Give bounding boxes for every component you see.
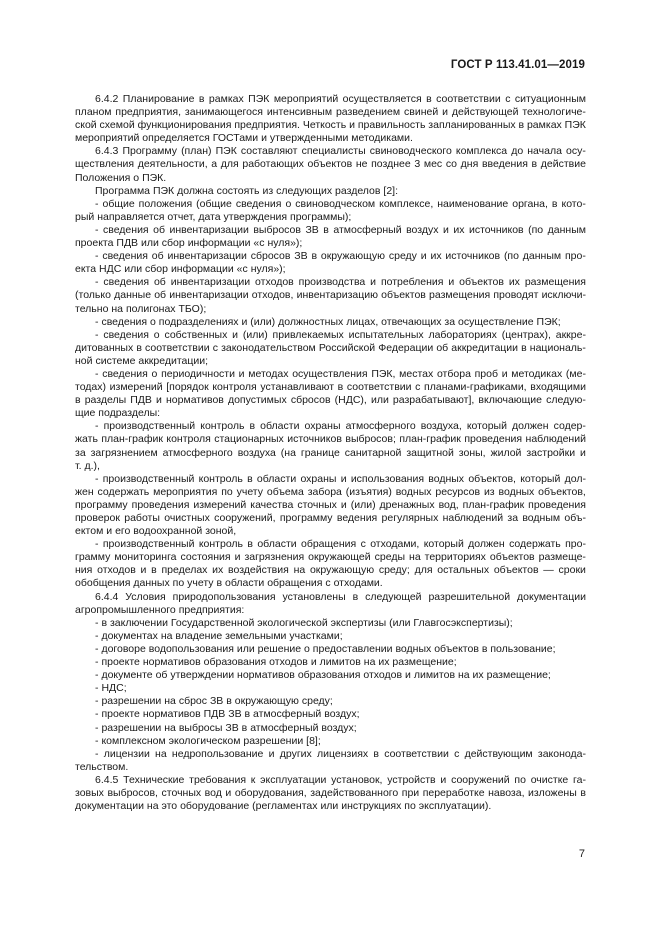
paragraph bbox=[75, 538, 586, 590]
text-line: тельством. bbox=[75, 760, 129, 773]
text-line: мероприятий определяется ГОСТами и утвержденными методиками. bbox=[75, 132, 413, 145]
paragraph bbox=[75, 224, 586, 250]
text-line: - сведения об инвентаризации отходов производства и потребления и объектов их размещения bbox=[95, 276, 586, 289]
text-line: агропромышленного предприятия: bbox=[75, 603, 245, 616]
text-line: тодах) измерений [порядок контроля устанавливают в соответствии с планами-графиками, входящими bbox=[75, 381, 586, 394]
text-line: рый направляется отчет, дата утверждения программы); bbox=[75, 210, 352, 223]
paragraph bbox=[75, 695, 586, 708]
paragraph bbox=[75, 630, 586, 643]
paragraph bbox=[75, 708, 586, 721]
text-line: дитованных в соответствии с законодательством Российской Федерации об аккредитации в националь- bbox=[75, 341, 586, 354]
text-line: программу проведения измерений качества сточных и (или) дренажных вод, план-график проведения bbox=[75, 498, 586, 511]
paragraph bbox=[75, 748, 586, 774]
text-line: 6.4.2 Планирование в рамках ПЭК мероприятий осуществляется в соответствии с ситуационным bbox=[95, 93, 586, 105]
text-line: ской схемой функционирования предприятия. Четкость и правильность запланированных в рамках ПЭК bbox=[75, 119, 586, 132]
text-line: екта НДС или сбор информации «с нуля»); bbox=[75, 263, 286, 276]
paragraph bbox=[75, 656, 586, 669]
text-line: - документах на владение земельными участками; bbox=[95, 629, 343, 642]
paragraph bbox=[75, 316, 586, 329]
text-line: - договоре водопользования или решение о предоставлении водных объектов в пользование; bbox=[95, 642, 556, 655]
text-line: - производственный контроль в области обращения с отходами, который должен содержать про- bbox=[95, 538, 586, 551]
text-line: 6.4.3 Программу (план) ПЭК составляют специалисты свиноводческого комплекса до начала осу- bbox=[95, 145, 586, 158]
paragraph bbox=[75, 185, 586, 198]
text-line: - сведения об инвентаризации выбросов ЗВ в атмосферный воздух и их источников (по данным bbox=[95, 223, 586, 236]
paragraph bbox=[75, 669, 586, 682]
text-line: - общие положения (общие сведения о свиноводческом комплексе, наименование органа, в кото- bbox=[95, 197, 586, 210]
paragraph bbox=[75, 93, 586, 145]
text-line: - документе об утверждении нормативов образования отходов и лимитов на их размещение; bbox=[95, 669, 551, 682]
paragraph bbox=[75, 420, 586, 472]
paragraph bbox=[75, 617, 586, 630]
text-line: за загрязнением атмосферного воздуха (на границе санитарной защитной зоны, жилой застройки и bbox=[75, 446, 586, 459]
document-code-header: ГОСТ Р 113.41.01—2019 bbox=[450, 59, 585, 71]
text-line: - разрешении на сброс ЗВ в окружающую среду; bbox=[95, 695, 333, 708]
text-line: - проекте нормативов ПДВ ЗВ в атмосферный воздух; bbox=[95, 708, 360, 721]
paragraph bbox=[75, 368, 586, 420]
paragraph bbox=[75, 591, 586, 617]
text-line: 6.4.4 Условия природопользования установлены в следующей разрешительной документации bbox=[95, 590, 586, 603]
text-line: - в заключении Государственной экологической экспертизы (или Главгосэкспертизы); bbox=[95, 616, 513, 629]
text-line: - производственный контроль в области охраны и использования водных объектов, который дол- bbox=[95, 472, 586, 485]
paragraph bbox=[75, 722, 586, 735]
text-line: документации на это оборудование (регламентах или инструкциях по эксплуатации). bbox=[75, 800, 492, 813]
paragraph bbox=[75, 329, 586, 368]
text-line: планом предприятия, занимающегося интенсивным разведением свиней и действующей технологиче- bbox=[75, 106, 586, 119]
text-line: ной системе аккредитации; bbox=[75, 354, 209, 367]
paragraph bbox=[75, 735, 586, 748]
text-line: ществления деятельности, а для работающих объектов не позднее 3 мес со дня введения в действие bbox=[75, 158, 586, 171]
text-line: тельно на полигонах ТБО); bbox=[75, 302, 207, 315]
text-line: 6.4.5 Технические требования к эксплуатации установок, устройств и сооружений по очистке га- bbox=[95, 773, 586, 786]
text-line: жать план-график контроля стационарных источников выбросов; план-график проведения наблюдений bbox=[75, 433, 586, 446]
paragraph bbox=[75, 643, 586, 656]
paragraph bbox=[75, 774, 586, 813]
text-line: проверок работы очистных сооружений, программу ведения регулярных наблюдений за водным объ- bbox=[75, 512, 586, 524]
text-line: ния отходов и в пределах их воздействия на окружающую среду; для остальных объектов — сроки bbox=[75, 564, 586, 577]
text-line: в разделы ПДВ и нормативов допустимых сбросов (НДС), или разрабатывают], включающие следую- bbox=[75, 394, 586, 407]
text-line: - сведения о подразделениях и (или) должностных лицах, отвечающих за осуществление ПЭК; bbox=[95, 315, 561, 328]
document-body bbox=[75, 93, 586, 813]
text-line: - НДС; bbox=[95, 682, 127, 695]
text-line: - разрешении на выбросы ЗВ в атмосферный воздух; bbox=[95, 721, 357, 734]
text-line: зовых выбросов, сточных вод и оборудования, задействованного при переработке навоза, изложены в bbox=[75, 786, 586, 799]
paragraph bbox=[75, 250, 586, 276]
paragraph bbox=[75, 198, 586, 224]
paragraph bbox=[75, 682, 586, 695]
text-line: жен содержать мероприятия по учету объема забора (изъятия) водных ресурсов из водных объектов, bbox=[75, 485, 586, 498]
text-line: - лицензии на недропользование и других лицензиях в соответствии с действующим законода- bbox=[95, 747, 586, 760]
paragraph bbox=[75, 473, 586, 538]
text-line: - сведения об инвентаризации сбросов ЗВ в окружающую среду и их источников (по данным про- bbox=[95, 250, 586, 263]
text-line: грамму мониторинга состояния и загрязнения окружающей среды на территориях объектов размеще- bbox=[75, 551, 586, 564]
text-line: т. д.), bbox=[75, 459, 100, 472]
text-line: - сведения о периодичности и методах осуществления ПЭК, местах отбора проб и методиках (ме- bbox=[95, 367, 586, 380]
page-number: 7 bbox=[578, 848, 585, 860]
text-line: - сведения о собственных и (или) привлекаемых испытательных лабораториях (центрах), аккре- bbox=[95, 328, 586, 341]
paragraph bbox=[75, 145, 586, 184]
text-line: - проекте нормативов образования отходов и лимитов на их размещение; bbox=[95, 656, 457, 669]
text-line: ектом и его водоохранной зоной, bbox=[75, 525, 237, 538]
text-line: Программа ПЭК должна состоять из следующих разделов [2]: bbox=[95, 184, 399, 197]
text-line: обобщения данных по учету в области обращения с отходами. bbox=[75, 577, 383, 590]
text-line: (только данные об инвентаризации отходов, инвентаризацию объектов размещения проводят исключи- bbox=[75, 289, 586, 302]
text-line: щие подразделы: bbox=[75, 407, 161, 420]
paragraph bbox=[75, 276, 586, 315]
text-line: - комплексном экологическом разрешении [8]; bbox=[95, 734, 321, 747]
text-line: - производственный контроль в области охраны атмосферного воздуха, который должен содер- bbox=[95, 420, 586, 433]
text-line: Положения о ПЭК. bbox=[75, 171, 167, 184]
text-line: проекта ПДВ или сбор информации «с нуля»); bbox=[75, 237, 303, 250]
